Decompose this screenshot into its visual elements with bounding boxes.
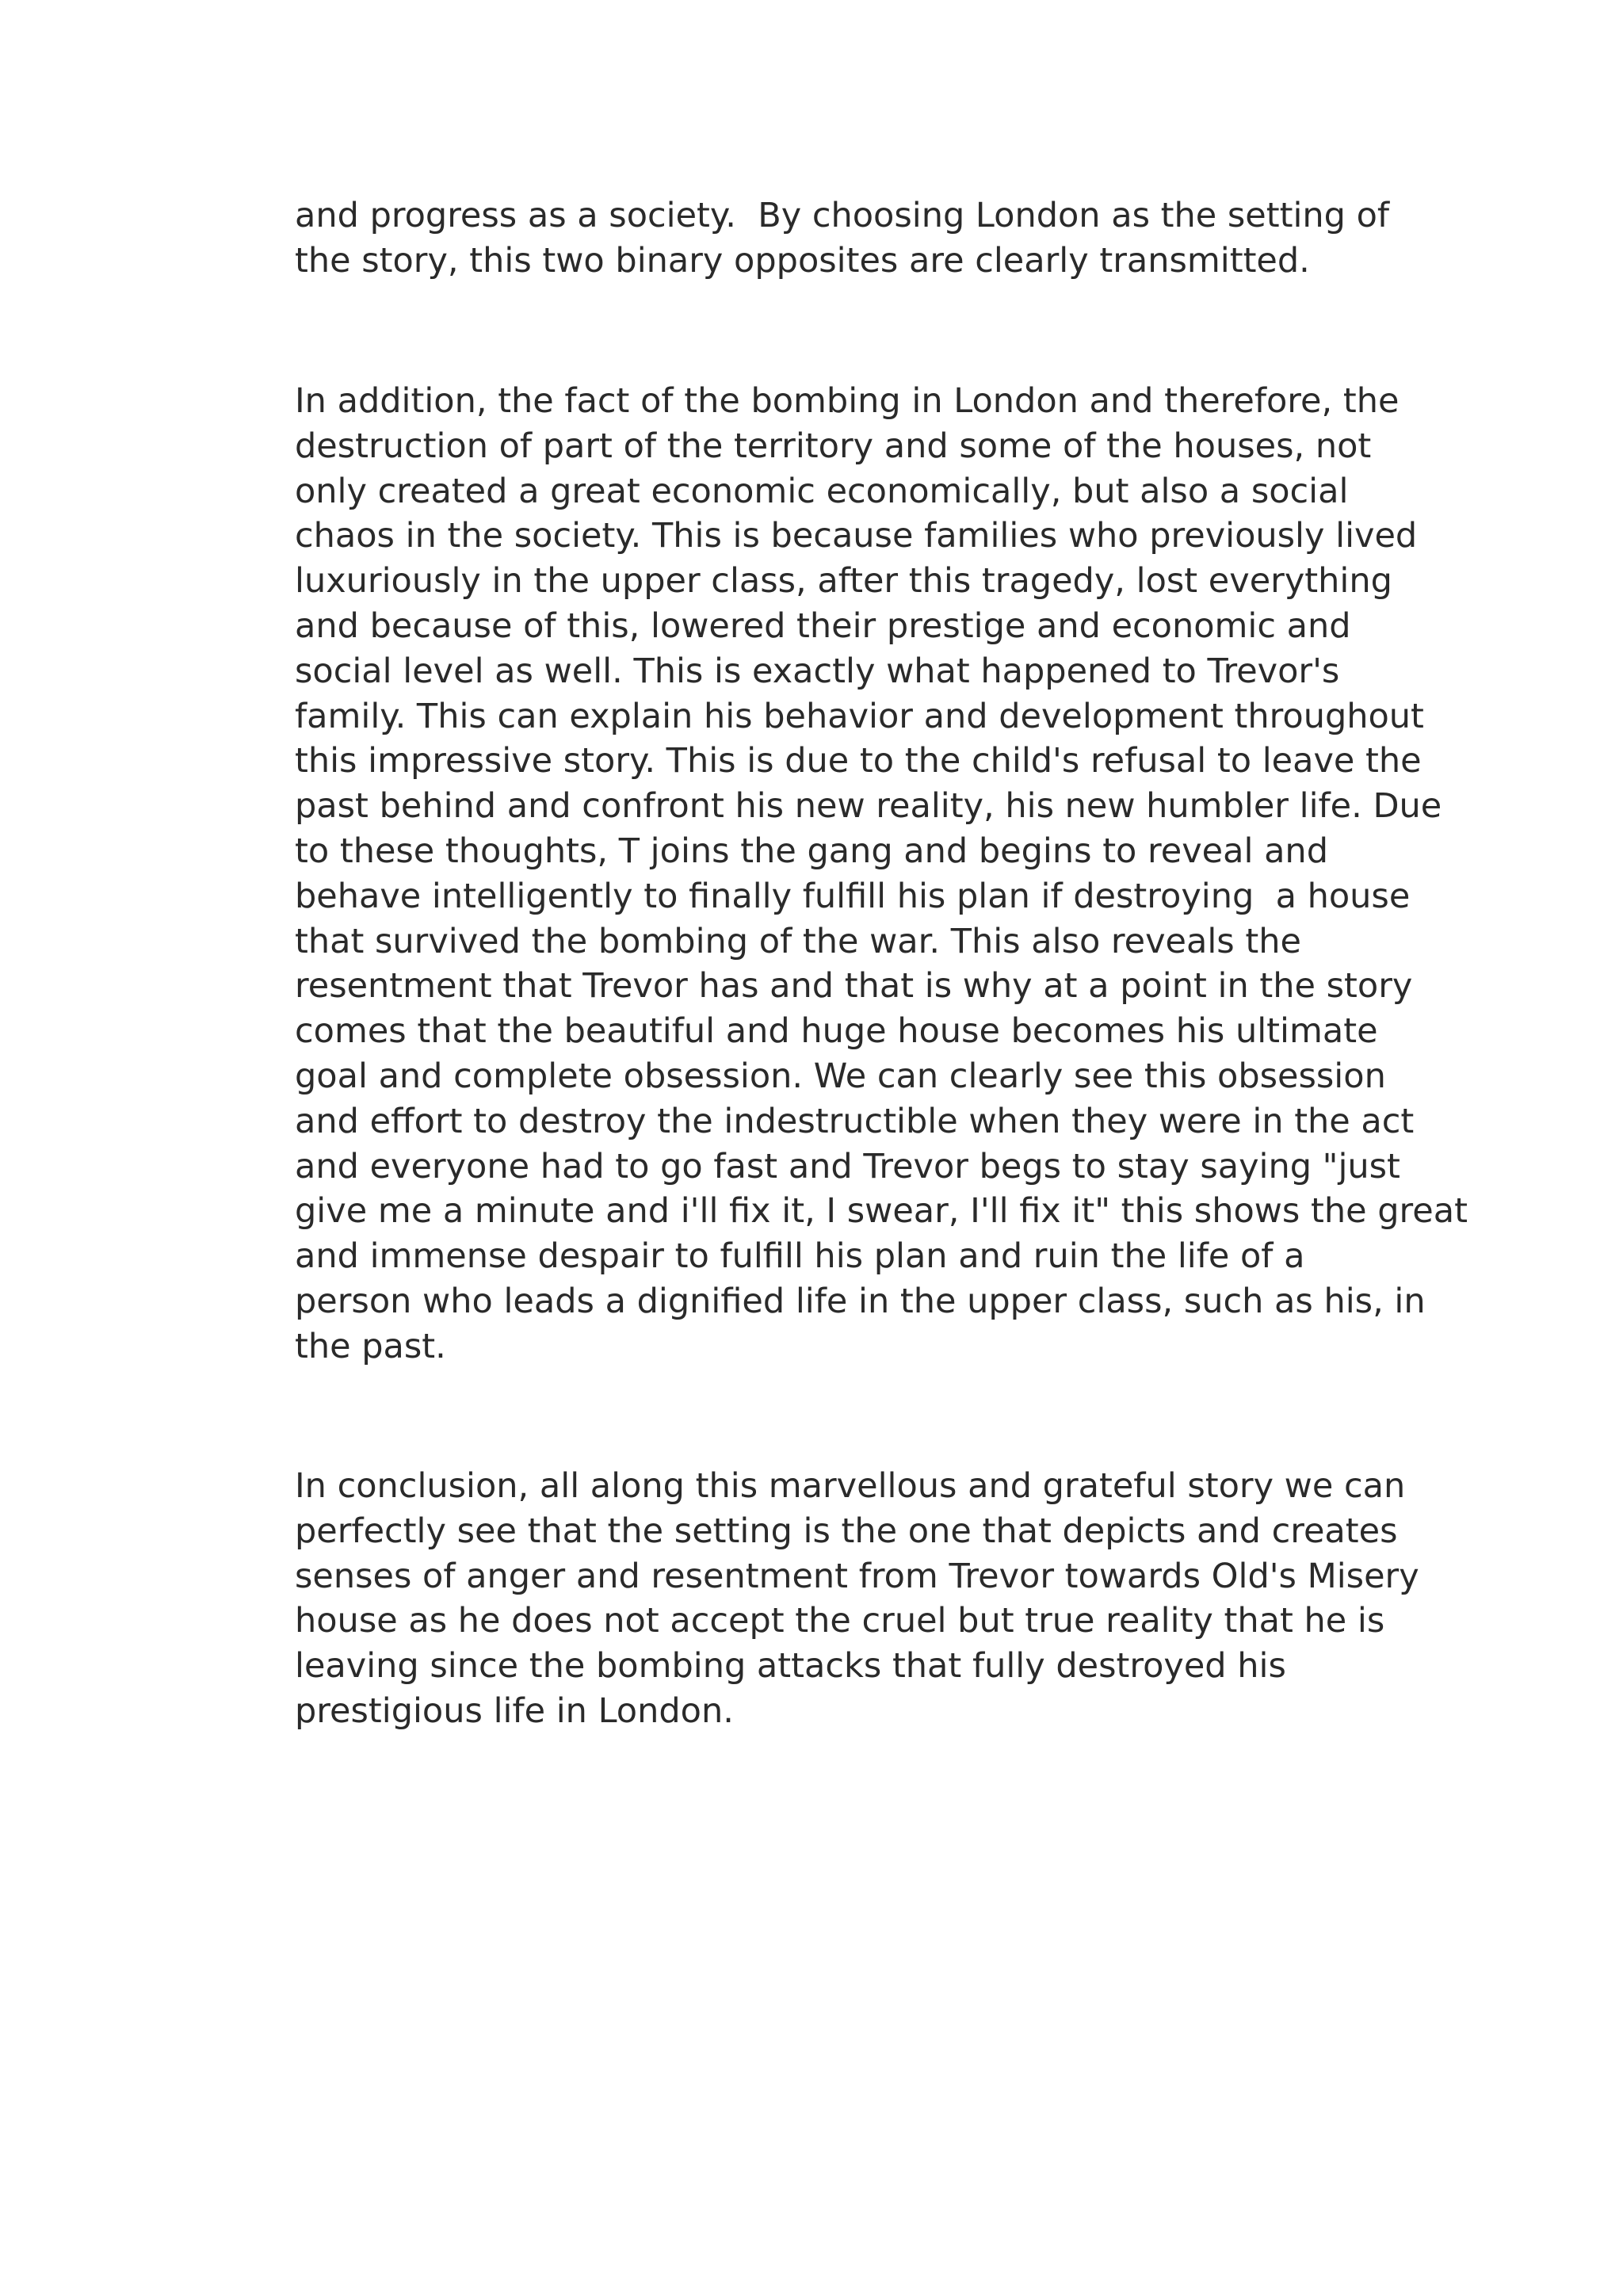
text-line: In addition, the fact of the bombing in London and therefore, the [295, 381, 1400, 421]
text-line: leaving since the bombing attacks that fully destroyed his [295, 1646, 1286, 1687]
text-line: to these thoughts, T joins the gang and begins to reveal and [295, 831, 1328, 871]
paragraph-conclusion [295, 1464, 1468, 1734]
text-line: give me a minute and i'll fix it, I swear, I'll fix it" this shows the great [295, 1191, 1468, 1232]
text-line: person who leads a dignified life in the upper class, such as his, in [295, 1281, 1426, 1321]
text-line: prestigious life in London. [295, 1690, 734, 1731]
text-line: chaos in the society. This is because families who previously lived [295, 516, 1418, 556]
text-line: past behind and confront his new reality, his new humbler life. Due [295, 786, 1442, 827]
paragraph-setting-opposites [295, 193, 1468, 284]
text-line: family. This can explain his behavior and development throughout [295, 696, 1424, 736]
text-line: and progress as a society. By choosing London as the setting of [295, 196, 1390, 235]
text-line: the past. [295, 1326, 446, 1366]
text-line: senses of anger and resentment from Trevor towards Old's Misery [295, 1556, 1419, 1596]
text-line: the story, this two binary opposites are clearly transmitted. [295, 240, 1310, 281]
text-line: this impressive story. This is due to the child's refusal to leave the [295, 741, 1422, 781]
text-line: comes that the beautiful and huge house becomes his ultimate [295, 1011, 1378, 1052]
text-line: perfectly see that the setting is the one that depicts and creates [295, 1511, 1398, 1551]
text-line: destruction of part of the territory and some of the houses, not [295, 426, 1372, 466]
text-line: luxuriously in the upper class, after this tragedy, lost everything [295, 561, 1392, 602]
text-line: In conclusion, all along this marvellous and grateful story we can [295, 1466, 1406, 1506]
paragraph-bombing-consequences [295, 379, 1468, 1370]
text-line: only created a great economic economically, but also a social [295, 471, 1349, 511]
text-line: and everyone had to go fast and Trevor begs to stay saying "just [295, 1146, 1400, 1186]
text-line: house as he does not accept the cruel but true reality that he is [295, 1601, 1385, 1641]
text-line: and effort to destroy the indestructible when they were in the act [295, 1101, 1415, 1141]
text-line: and because of this, lowered their prestige and economic and [295, 606, 1351, 646]
text-line: behave intelligently to finally fulfill his plan if destroying a house [295, 876, 1411, 916]
text-line: and immense despair to fulfill his plan and ruin the life of a [295, 1236, 1305, 1277]
text-line: social level as well. This is exactly what happened to Trevor's [295, 651, 1340, 691]
text-line: that survived the bombing of the war. This also reveals the [295, 921, 1301, 961]
text-line: goal and complete obsession. We can clearly see this obsession [295, 1056, 1386, 1096]
text-line: resentment that Trevor has and that is why at a point in the story [295, 966, 1413, 1007]
